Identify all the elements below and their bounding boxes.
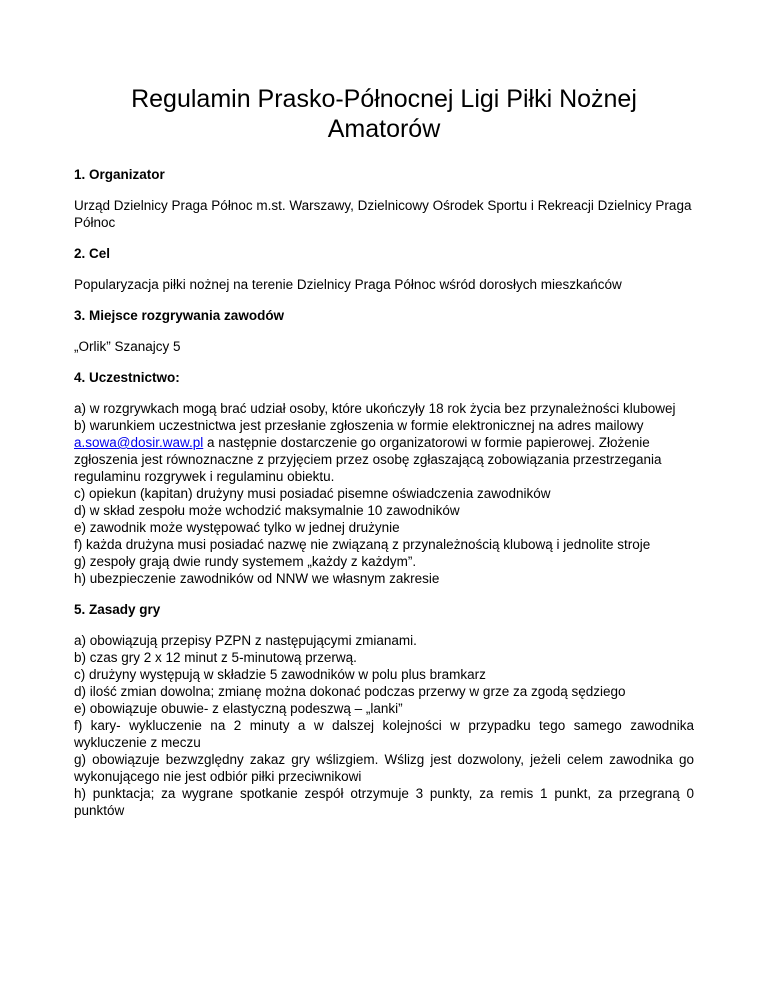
list-item: h) punktacja; za wygrane spotkanie zespół otrzymuje 3 punkty, za remis 1 punkt, za przegraną 0 punktów: [74, 786, 694, 818]
list-item: c) opiekun (kapitan) drużyny musi posiadać pisemne oświadczenia zawodników: [74, 486, 551, 501]
section-heading: 5. Zasady gry: [74, 602, 161, 617]
section-goal: [74, 245, 694, 293]
email-link[interactable]: a.sowa@dosir.waw.pl: [74, 435, 204, 450]
document-page: [74, 84, 694, 833]
list-item: [74, 417, 694, 485]
section-heading: 3. Miejsce rozgrywania zawodów: [74, 308, 285, 323]
participation-list: [74, 400, 694, 587]
section-text: Popularyzacja piłki nożnej na terenie Dzielnicy Praga Północ wśród dorosłych mieszkańców: [74, 277, 622, 292]
list-item: b) czas gry 2 x 12 minut z 5-minutową przerwą.: [74, 650, 357, 665]
list-item: d) w skład zespołu może wchodzić maksymalnie 10 zawodników: [74, 503, 460, 518]
rules-list: [74, 632, 694, 819]
document-title: Regulamin Prasko-Północnej Ligi Piłki Nożnej Amatorów: [131, 85, 637, 143]
section-text: „Orlik” Szanajcy 5: [74, 339, 181, 354]
section-heading: 2. Cel: [74, 246, 111, 261]
list-item: e) zawodnik może występować tylko w jednej drużynie: [74, 520, 400, 535]
section-organizer: [74, 166, 694, 231]
list-item: g) zespoły grają dwie rundy systemem „każdy z każdym”.: [74, 554, 417, 569]
list-item: c) drużyny występują w składzie 5 zawodników w polu plus bramkarz: [74, 667, 486, 682]
section-venue: [74, 307, 694, 355]
section-heading: 4. Uczestnictwo:: [74, 370, 180, 385]
list-item-text: a następnie dostarczenie go organizatorowi w formie papierowej. Złożenie zgłoszenia jest równoznaczne z przyjęciem przez osobę zgłaszającą zobowiązania przestrzegania regulaminu rozgrywek i regulaminu obiektu.: [74, 435, 662, 484]
section-rules: [74, 601, 694, 819]
list-item: h) ubezpieczenie zawodników od NNW we własnym zakresie: [74, 571, 440, 586]
section-heading: 1. Organizator: [74, 167, 165, 182]
list-item: f) kary- wykluczenie na 2 minuty a w dalszej kolejności w przypadku tego samego zawodnika wykluczenie z meczu: [74, 718, 694, 750]
list-item: g) obowiązuje bezwzględny zakaz gry wślizgiem. Wślizg jest dozwolony, jeżeli celem zawodnika go wykonującego nie jest odbiór piłki przeciwnikowi: [74, 752, 694, 784]
list-item: e) obowiązuje obuwie- z elastyczną podeszwą – „lanki”: [74, 701, 403, 716]
section-text: Urząd Dzielnicy Praga Północ m.st. Warszawy, Dzielnicowy Ośrodek Sportu i Rekreacji Dzielnicy Praga Północ: [74, 198, 692, 230]
list-item: f) każda drużyna musi posiadać nazwę nie związaną z przynależnością klubową i jednolite stroje: [74, 537, 651, 552]
list-item: a) w rozgrywkach mogą brać udział osoby, które ukończyły 18 rok życia bez przynależności klubowej: [74, 401, 676, 416]
list-item-text: b) warunkiem uczestnictwa jest przesłanie zgłoszenia w formie elektronicznej na adres mailowy: [74, 418, 644, 433]
list-item: a) obowiązują przepisy PZPN z następującymi zmianami.: [74, 633, 417, 648]
section-participation: [74, 369, 694, 587]
list-item: d) ilość zmian dowolna; zmianę można dokonać podczas przerwy w grze za zgodą sędziego: [74, 684, 626, 699]
